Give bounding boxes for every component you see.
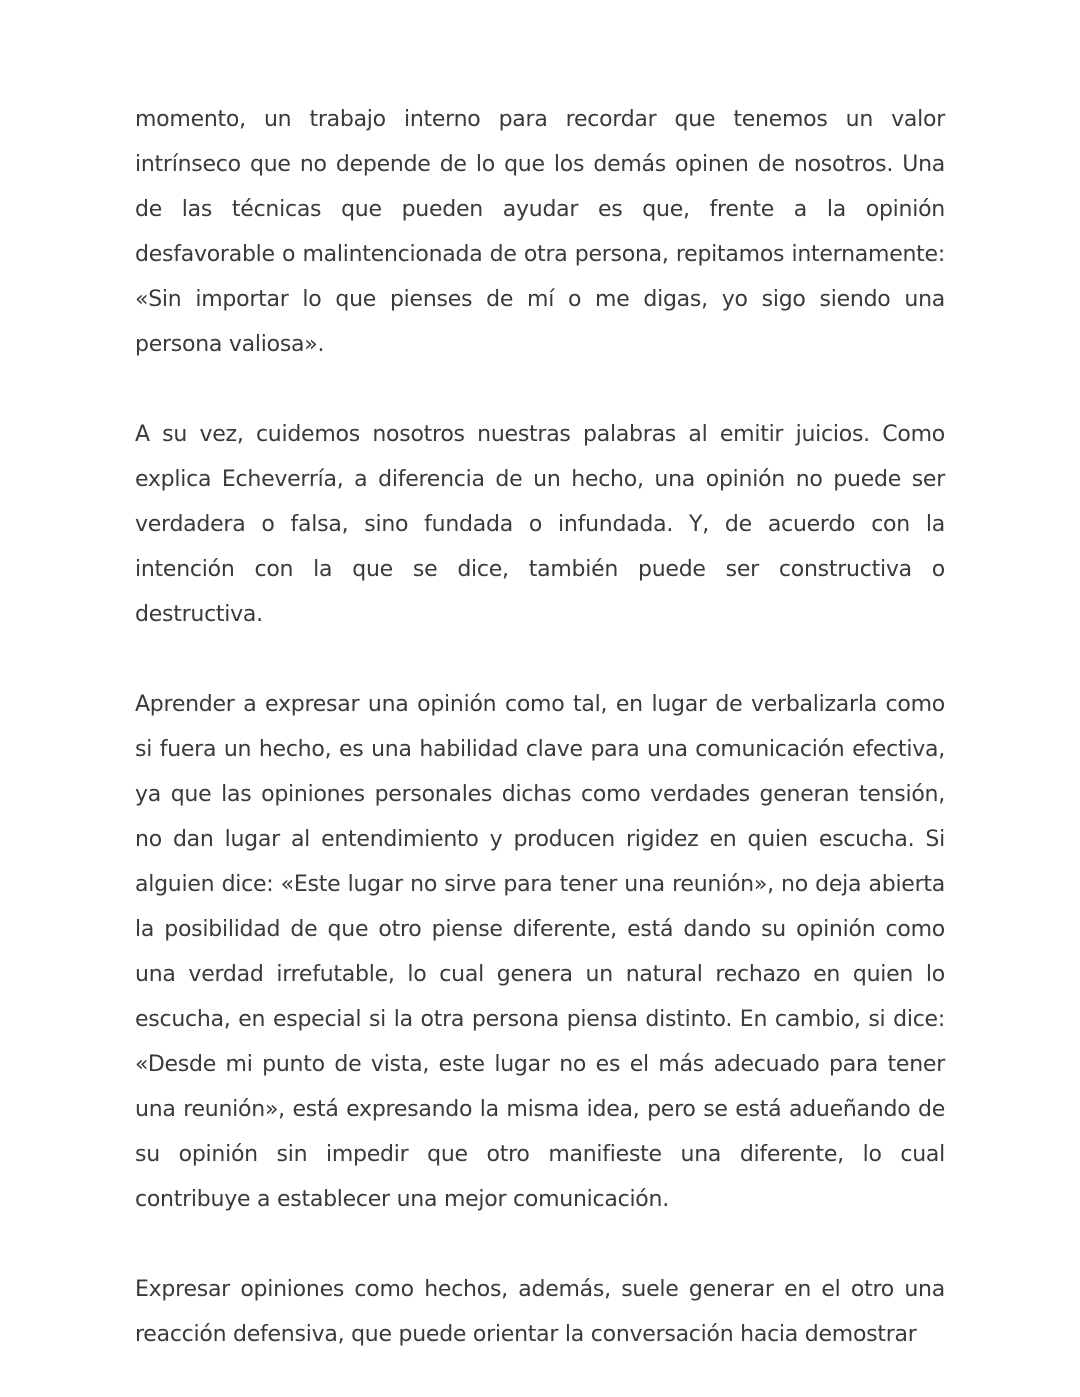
paragraph-defensive-reaction: Expresar opiniones como hechos, además, suele generar en el otro una reacción defensiva, que puede orientar la conversación hacia demostrar [135,1277,945,1347]
document-page [135,97,945,1357]
paragraph-judgments: A su vez, cuidemos nosotros nuestras palabras al emitir juicios. Como explica Echeverría, a diferencia de un hecho, una opinión no puede ser verdadera o falsa, sino fundada o infundada. Y, de acuerdo con la intención con la que se dice, también puede ser constructiva o destructiva. [135,422,945,627]
paragraph-expressing-opinion: Aprender a expresar una opinión como tal, en lugar de verbalizarla como si fuera un hecho, es una habilidad clave para una comunicación efectiva, ya que las opiniones personales dichas como verdades generan tensión, no dan lugar al entendimiento y producen rigidez en quien escucha. Si alguien dice: «Este lugar no sirve para tener una reunión», no deja abierta la posibilidad de que otro piense diferente, está dando su opinión como una verdad irrefutable, lo cual genera un natural rechazo en quien lo escucha, en especial si la otra persona piensa distinto. En cambio, si dice: «Desde mi punto de vista, este lugar no es el más adecuado para tener una reunión», está expresando la misma idea, pero se está adueñando de su opinión sin impedir que otro manifieste una diferente, lo cual contribuye a establecer una mejor comunicación. [135,692,945,1212]
paragraph-intrinsic-value: momento, un trabajo interno para recordar que tenemos un valor intrínseco que no depende de lo que los demás opinen de nosotros. Una de las técnicas que pueden ayudar es que, frente a la opinión desfavorable o malintencionada de otra persona, repitamos internamente: «Sin importar lo que pienses de mí o me digas, yo sigo siendo una persona valiosa». [135,107,945,357]
